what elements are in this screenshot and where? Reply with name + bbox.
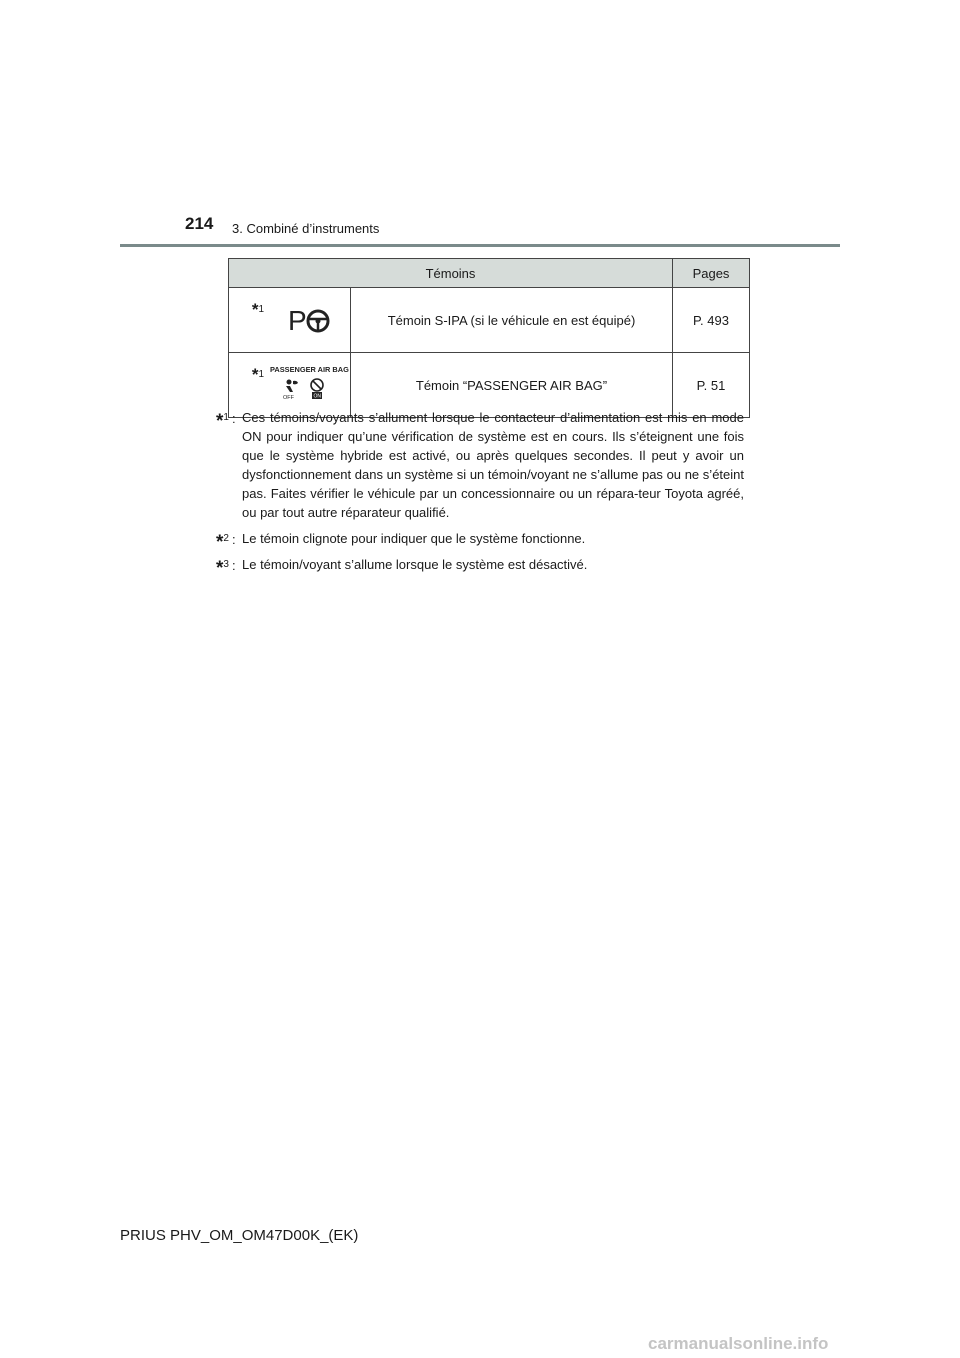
- footnote-text: Le témoin/voyant s’allume lorsque le système est désactivé.: [242, 557, 588, 572]
- note-star: *: [251, 300, 259, 319]
- footnote: [216, 408, 744, 522]
- section-title: 3. Combiné d’instruments: [232, 221, 380, 236]
- footnote-marker: *$^1$ :: [216, 411, 236, 432]
- watermark: carmanualsonline.info: [648, 1334, 829, 1353]
- column-header-temoins: Témoins: [229, 259, 673, 288]
- page-reference: P. 493: [673, 288, 750, 353]
- document-code: PRIUS PHV_OM_OM47D00K_(EK): [120, 1227, 359, 1244]
- note-ref: [229, 288, 269, 353]
- table-header-row: [229, 259, 750, 288]
- footnote-marker: *$^3$ :: [216, 558, 236, 579]
- air-bag-off-label: OFF: [283, 394, 294, 401]
- s-ipa-icon-letter: P: [288, 304, 307, 336]
- table-row: [229, 288, 750, 353]
- column-header-pages: Pages: [673, 259, 750, 288]
- indicator-table: [228, 258, 750, 418]
- header-divider: [120, 244, 840, 247]
- air-bag-icon-label: PASSENGER AIR BAG: [270, 364, 349, 374]
- page-number: 214: [185, 214, 214, 233]
- air-bag-on-label: ON: [313, 393, 321, 400]
- footnote-text: Ces témoins/voyants s’allument lorsque le contacteur d’alimentation est mis en mode ON pour indiquer qu’une vérification de système est en cours. Ils s’éteignent une fois que le système hybride est activé, ou après quelques secondes. Il peut y avoir un dysfonctionnement dans un système si un témoin/voyant ne s’allume pas ou ne s’éteint pas. Faites vérifier le véhicule par un concessionnaire ou un répara-teur Toyota agréé, ou par tout autre réparateur qualifié.: [242, 410, 744, 520]
- footnote-text: Le témoin clignote pour indiquer que le système fonctionne.: [242, 531, 586, 546]
- page-reference: P. 51: [673, 353, 750, 418]
- indicator-description: Témoin S-IPA (si le véhicule en est équipé): [351, 288, 673, 353]
- footnote-marker: *$^2$ :: [216, 532, 236, 553]
- note-number: 1: [258, 369, 264, 380]
- indicator-description: Témoin “PASSENGER AIR BAG”: [351, 353, 673, 418]
- s-ipa-steering-icon: [268, 288, 351, 353]
- footnote: [216, 529, 744, 553]
- note-number: 1: [258, 304, 264, 315]
- footnote: [216, 555, 744, 579]
- note-star: *: [251, 365, 259, 384]
- footnotes: [216, 408, 744, 581]
